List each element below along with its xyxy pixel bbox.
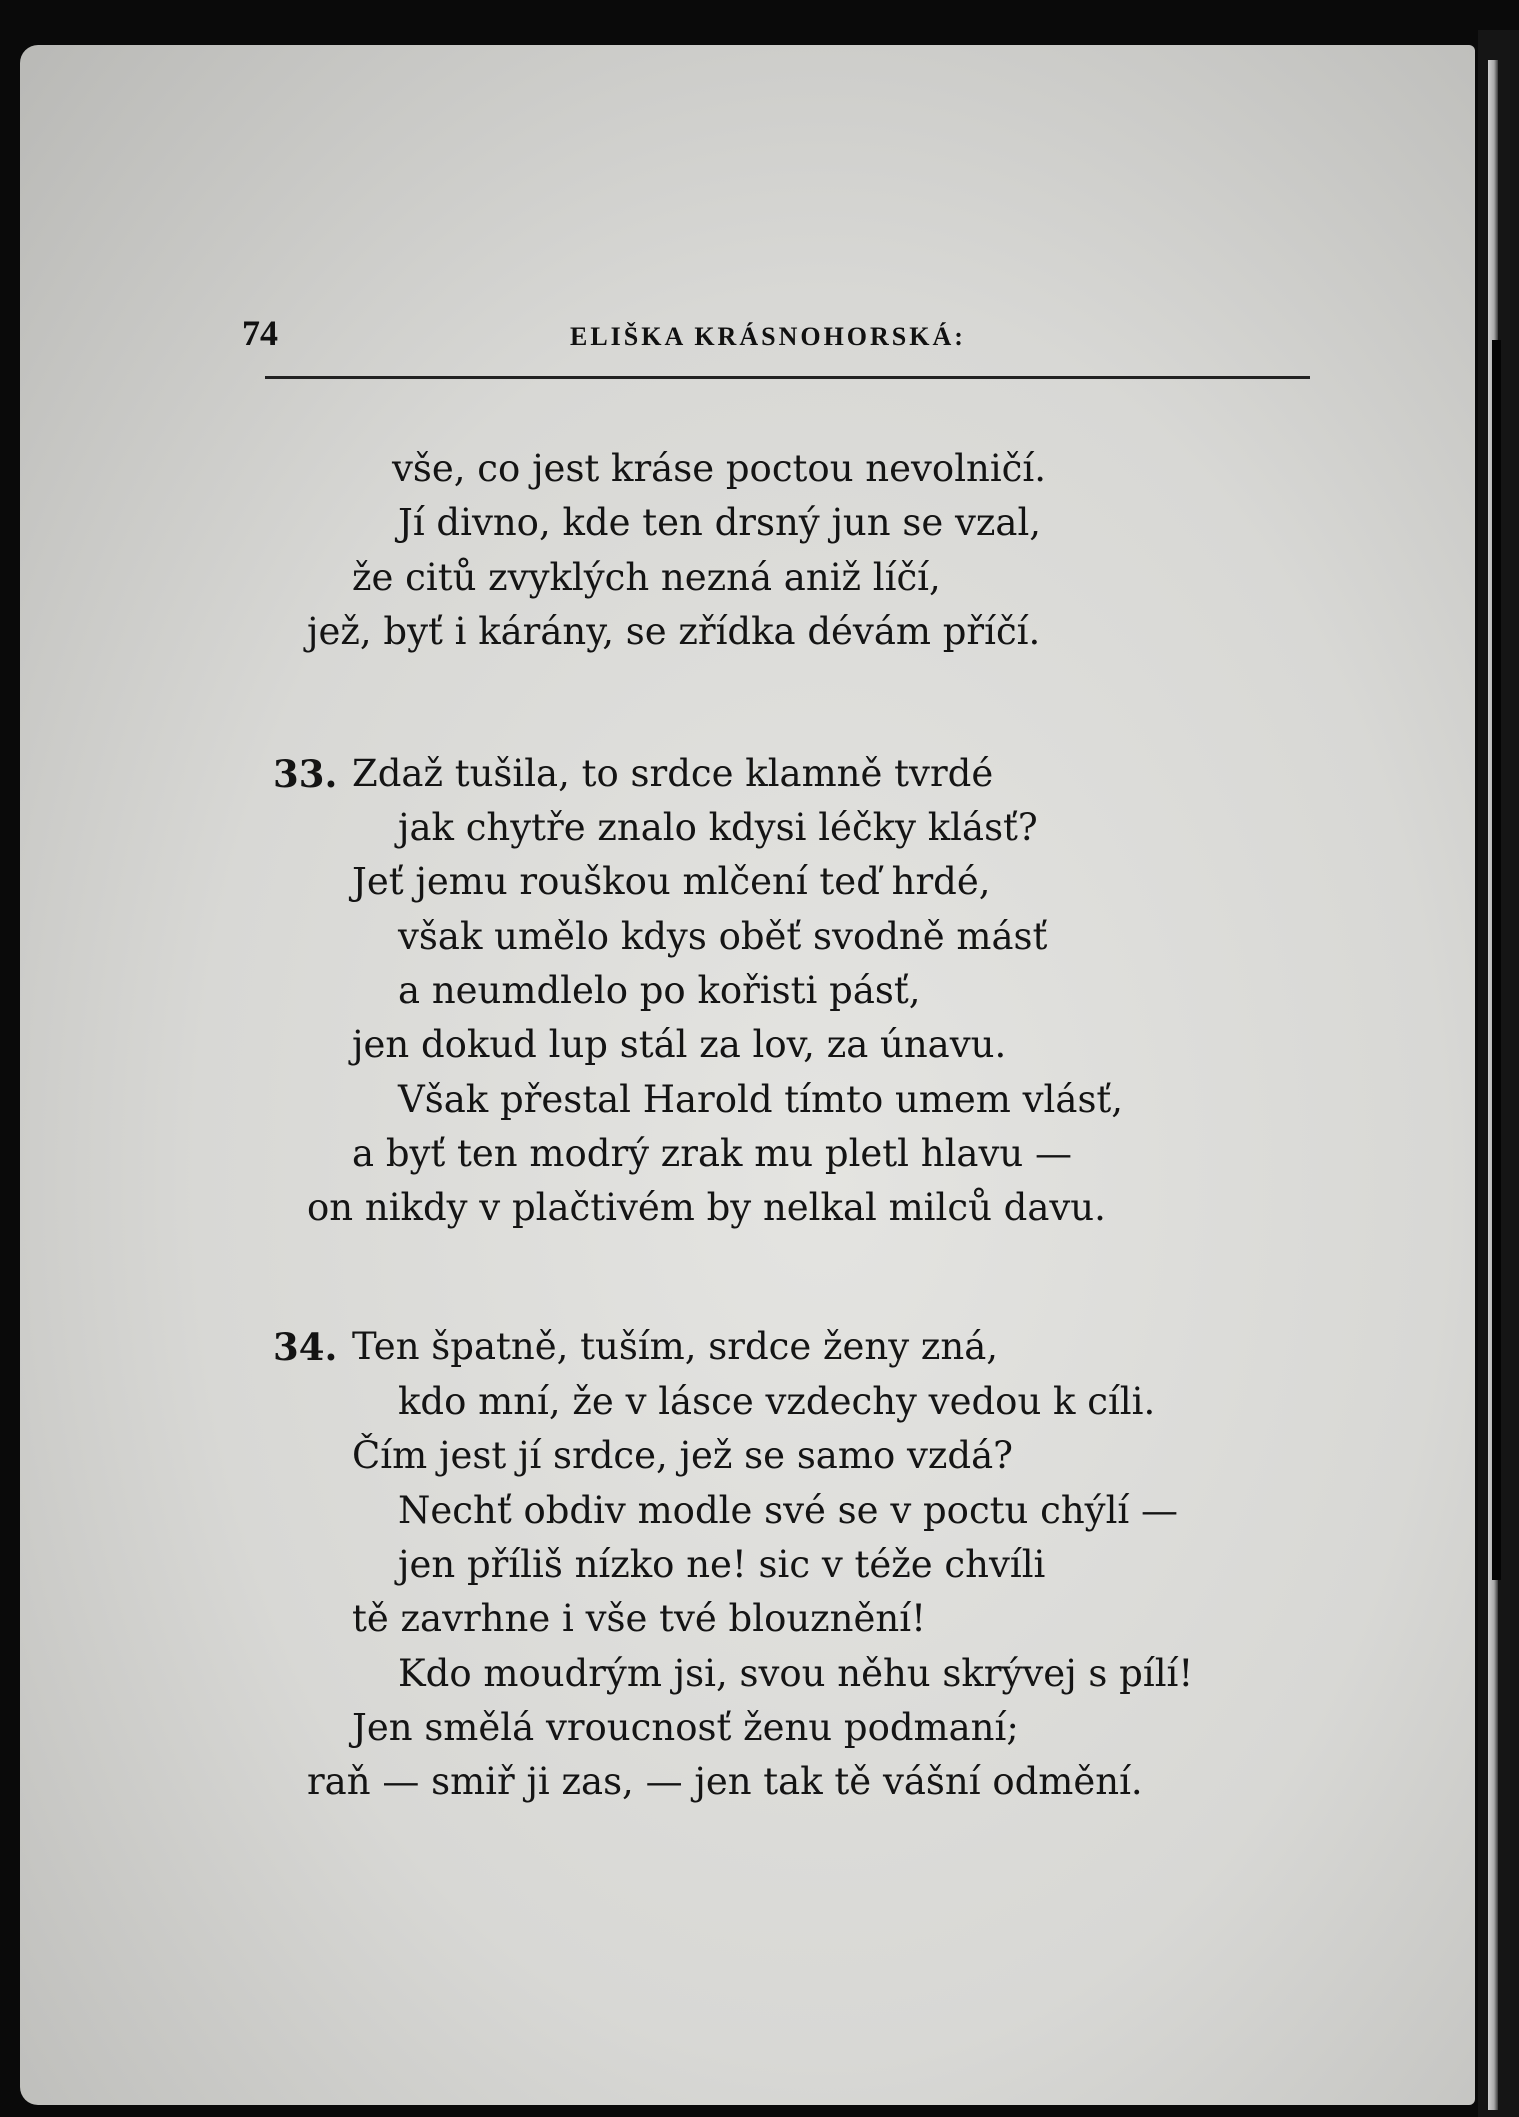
- verse-line: Jeť jemu rouškou mlčení teď hrdé,: [352, 860, 991, 903]
- page-number: 74: [242, 313, 278, 353]
- verse-line: raň — smiř ji zas, — jen tak tě vášní odmění.: [307, 1760, 1143, 1803]
- verse-line: Jí divno, kde ten drsný jun se vzal,: [398, 501, 1042, 544]
- verse-line: že citů zvyklých nezná aniž líčí,: [352, 556, 941, 599]
- verse-line: a byť ten modrý zrak mu pletl hlavu —: [352, 1132, 1072, 1175]
- verse-line: Čím jest jí srdce, jež se samo vzdá?: [352, 1434, 1013, 1477]
- verse-line: Však přestal Harold tímto umem vlásť,: [398, 1078, 1124, 1121]
- verse-line: Nechť obdiv modle své se v poctu chýlí —: [398, 1489, 1179, 1532]
- verse-line: a neumdlelo po kořisti pásť,: [398, 969, 921, 1012]
- header-rule: [265, 376, 1310, 379]
- running-header-title: ELIŠKA KRÁSNOHORSKÁ:: [570, 322, 966, 351]
- verse-line: však umělo kdys oběť svodně másť: [398, 915, 1048, 958]
- verse-line: tě zavrhne i vše tvé blouznění!: [352, 1597, 926, 1640]
- verse-line: Kdo moudrým jsi, svou něhu skrývej s pílí!: [398, 1652, 1194, 1695]
- verse-line: vše, co jest kráse poctou nevolničí.: [392, 447, 1047, 490]
- stanza-number-33: 33.: [273, 752, 338, 796]
- verse-line: Jen smělá vroucnosť ženu podmaní;: [352, 1706, 1019, 1749]
- verse-line: jež, byť i kárány, se zřídka dévám příčí.: [307, 610, 1041, 653]
- verse-line: jak chytře znalo kdysi léčky klásť?: [398, 806, 1038, 849]
- verse-line: jen příliš nízko ne! sic v téže chvíli: [398, 1543, 1046, 1586]
- stanza-number-34: 34.: [273, 1325, 338, 1369]
- spine-shadow: [1492, 340, 1501, 1580]
- verse-line: Zdaž tušila, to srdce klamně tvrdé: [352, 752, 994, 795]
- verse-line: Ten špatně, tuším, srdce ženy zná,: [352, 1325, 999, 1368]
- verse-line: kdo mní, že v lásce vzdechy vedou k cíli.: [398, 1380, 1156, 1423]
- verse-line: jen dokud lup stál za lov, za únavu.: [352, 1023, 1007, 1066]
- verse-line: on nikdy v plačtivém by nelkal milců davu.: [307, 1186, 1106, 1229]
